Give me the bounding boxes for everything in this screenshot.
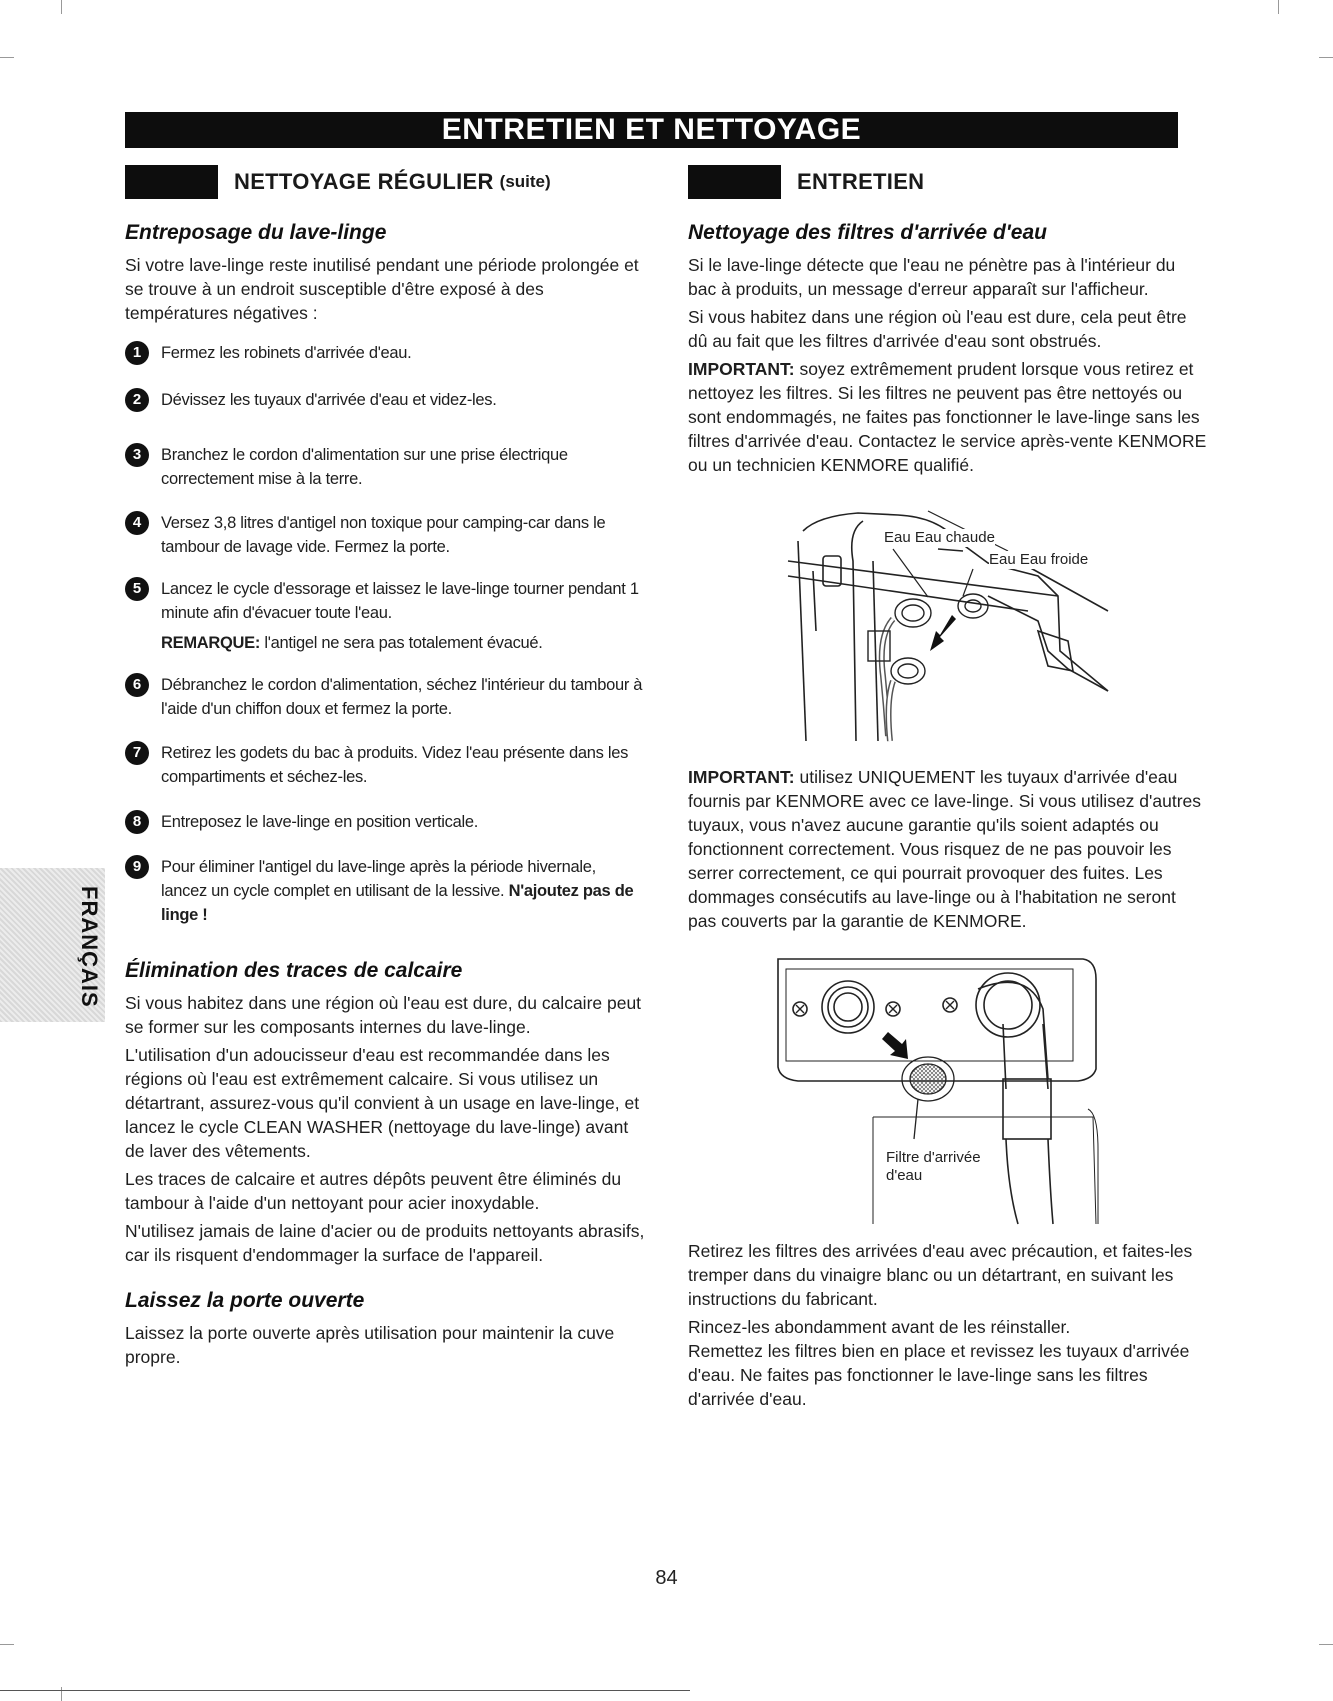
storage-intro: Si votre lave-linge reste inutilisé pendant une période prolongée et se trouve à un endroit susceptible d'être exposé à des températures négatives : xyxy=(125,255,639,323)
filters-p4 xyxy=(688,765,1208,933)
limescale-p1: Si vous habitez dans une région où l'eau est dure, du calcaire peut se former sur les composants internes du lave-linge. xyxy=(125,993,642,1037)
crop-mark xyxy=(0,1690,690,1691)
figure-inlet-filter xyxy=(688,949,1208,1229)
step-number: 3 xyxy=(125,443,149,467)
step-text: Fermez les robinets d'arrivée d'eau. xyxy=(161,344,412,362)
important-text: utilisez UNIQUEMENT les tuyaux d'arrivée d'eau fournis par KENMORE avec ce lave-linge. Si vous utilisez d'autres tuyaux, vous n'avez aucune garantie qu'ils soient adaptés ou fonctionnent correctement. Vous risquez de ne pas pouvoir les serrer correctement, ce qui pourrait provoquer des fuites. Les dommages consécutifs au lave-linge ou à l'habitation ne seront pas couverts par la garantie de KENMORE. xyxy=(688,767,1202,931)
step-2 xyxy=(125,388,645,412)
storage-steps xyxy=(125,341,645,927)
step-number: 7 xyxy=(125,741,149,765)
step-4 xyxy=(125,511,645,559)
step-text: Lancez le cycle d'essorage et laissez le lave-linge tourner pendant 1 minute afin d'évacuer toute l'eau. xyxy=(161,580,639,622)
page-number: 84 xyxy=(655,1567,678,1589)
crop-mark xyxy=(0,57,14,58)
step-6 xyxy=(125,673,645,721)
label-hot-water: Eau Eau chaude xyxy=(884,529,995,546)
step-text: Retirez les godets du bac à produits. Videz l'eau présente dans les compartiments et séchez-les. xyxy=(161,744,629,786)
section-title: ENTRETIEN xyxy=(797,169,925,194)
crop-mark xyxy=(1319,1644,1333,1645)
section-title: NETTOYAGE RÉGULIER xyxy=(234,169,494,194)
filters-p5: Retirez les filtres des arrivées d'eau avec précaution, et faites-les tremper dans du vinaigre blanc ou un détartrant, en suivant les instructions du fabricant. xyxy=(688,1241,1193,1309)
step-9-bold: N'ajoutez pas de linge ! xyxy=(161,882,634,924)
step-number: 6 xyxy=(125,673,149,697)
step-5 xyxy=(125,577,645,655)
step-note xyxy=(161,631,645,655)
step-number: 9 xyxy=(125,855,149,879)
storage-heading: Entreposage du lave-linge xyxy=(125,221,387,244)
step-number: 2 xyxy=(125,388,149,412)
door-heading: Laissez la porte ouverte xyxy=(125,1289,365,1312)
limescale-heading: Élimination des traces de calcaire xyxy=(125,959,463,982)
label-inlet-filter-line2: d'eau xyxy=(886,1167,923,1184)
filters-p6: Rincez-les abondamment avant de les réinstaller. xyxy=(688,1317,1071,1337)
filters-p2: Si vous habitez dans une région où l'eau est dure, cela peut être dû au fait que les filtres d'arrivée d'eau sont obstrués. xyxy=(688,307,1187,351)
step-text: Branchez le cordon d'alimentation sur une prise électrique correctement mise à la terre. xyxy=(161,446,568,488)
filters-p1: Si le lave-linge détecte que l'eau ne pénètre pas à l'intérieur du bac à produits, un message d'erreur apparaît sur l'afficheur. xyxy=(688,255,1176,299)
step-9-text: Pour éliminer l'antigel du lave-linge après la période hivernale, lancez un cycle complet en utilisant de la lessive. xyxy=(161,858,596,900)
crop-mark xyxy=(61,0,62,14)
language-tab-label: FRANÇAIS xyxy=(77,886,102,1008)
crop-mark xyxy=(0,1644,14,1645)
step-text: Dévissez les tuyaux d'arrivée d'eau et videz-les. xyxy=(161,391,497,409)
step-number: 4 xyxy=(125,511,149,535)
filters-heading: Nettoyage des filtres d'arrivée d'eau xyxy=(688,221,1047,244)
section-header-maintenance xyxy=(688,165,1208,199)
note-label: REMARQUE: xyxy=(161,634,261,652)
figure-hose-connections xyxy=(688,501,1208,751)
step-7 xyxy=(125,741,645,789)
step-text: Versez 3,8 litres d'antigel non toxique pour camping-car dans le tambour de lavage vide. Fermez la porte. xyxy=(161,514,606,556)
crop-mark xyxy=(1319,57,1333,58)
page-banner: ENTRETIEN ET NETTOYAGE xyxy=(125,112,1178,148)
important-text: soyez extrêmement prudent lorsque vous retirez et nettoyez les filtres. Si les filtres ne peuvent pas être nettoyés ou sont endommagés, ne faites pas fonctionner le lave-linge sans les filtres d'arrivée d'eau. Contactez le service après-vente KENMORE ou un technicien KENMORE qualifié. xyxy=(688,359,1207,475)
step-number: 8 xyxy=(125,810,149,834)
note-text: l'antigel ne sera pas totalement évacué. xyxy=(260,634,543,652)
step-number: 1 xyxy=(125,341,149,365)
filters-p3 xyxy=(688,357,1208,477)
important-label: IMPORTANT: xyxy=(688,359,795,379)
section-bar xyxy=(688,165,781,199)
step-text: Débranchez le cordon d'alimentation, séchez l'intérieur du tambour à l'aide d'un chiffon doux et fermez la porte. xyxy=(161,676,643,718)
crop-mark xyxy=(1278,0,1279,14)
limescale-p4: N'utilisez jamais de laine d'acier ou de produits nettoyants abrasifs, car ils risquent d'endommager la surface de l'appareil. xyxy=(125,1221,645,1265)
limescale-p3: Les traces de calcaire et autres dépôts peuvent être éliminés du tambour à l'aide d'un nettoyant pour acier inoxydable. xyxy=(125,1169,622,1213)
important-label: IMPORTANT: xyxy=(688,767,795,787)
section-subtitle: (suite) xyxy=(499,172,551,191)
section-header-regular-cleaning xyxy=(125,165,645,199)
step-text: Entreposez le lave-linge en position verticale. xyxy=(161,813,479,831)
limescale-p2: L'utilisation d'un adoucisseur d'eau est recommandée dans les régions où l'eau est extrêmement calcaire. Si vous utilisez un détartrant, assurez-vous qu'il convient à un usage en lave-linge, et lancez le cycle CLEAN WASHER (nettoyage du lave-linge) avant de laver des vêtements. xyxy=(125,1045,640,1161)
filters-p7: Remettez les filtres bien en place et revissez les tuyaux d'arrivée d'eau. Ne faites pas fonctionner le lave-linge sans les filtres d'arrivée d'eau. xyxy=(688,1341,1190,1409)
step-8 xyxy=(125,810,645,834)
step-number: 5 xyxy=(125,577,149,601)
right-column xyxy=(688,165,1208,1415)
label-cold-water: Eau Eau froide xyxy=(989,551,1089,568)
door-p1: Laissez la porte ouverte après utilisation pour maintenir la cuve propre. xyxy=(125,1323,615,1367)
step-9 xyxy=(125,855,645,927)
step-1 xyxy=(125,341,645,365)
step-3 xyxy=(125,443,645,491)
label-inlet-filter xyxy=(886,1149,981,1185)
left-column xyxy=(125,165,645,1373)
inlet-filter-illustration xyxy=(688,949,1208,1229)
section-bar xyxy=(125,165,218,199)
step-text xyxy=(161,855,645,927)
label-inlet-filter-line1: Filtre d'arrivée xyxy=(886,1149,981,1166)
